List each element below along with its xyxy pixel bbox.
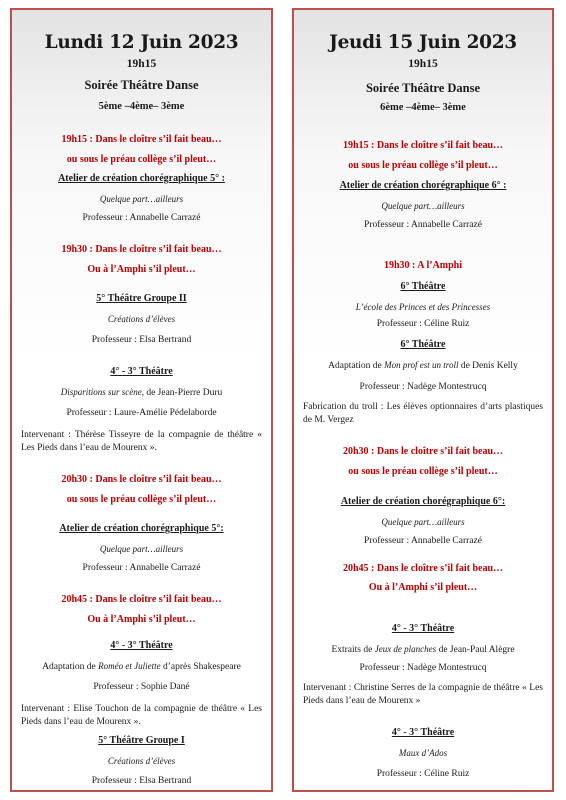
date-heading: Jeudi 15 Juin 2023 [329,32,517,53]
date-heading: Lundi 12 Juin 2023 [44,32,239,53]
location-note: Ou à l’Amphi s’il pleut… [368,582,478,593]
work-suffix: de Denis Kelly [458,361,518,371]
work-title: Roméo et Juliette [98,661,161,671]
start-time: 19h15 [126,58,157,70]
work-title: Disparitions sur scène, [60,387,144,397]
location-note: ou sous le préau collège s’il pleut… [66,154,217,165]
location-note: 20h45 : Dans le cloître s’il fait beau… [61,594,222,605]
act-title: Atelier de création chorégraphique 5° : [58,173,225,184]
location-note: 19h30 : Dans le cloître s’il fait beau… [61,244,222,255]
teacher: Professeur : Sophie Dané [93,682,190,692]
work-line [17,387,266,399]
location-note: ou sous le préau collège s’il pleut… [348,160,498,171]
guest-artist: Intervenant : Thérèse Tisseyre de la compagnie de théâtre « Les Pieds dans l’eau de Mourenx ». [21,430,262,453]
work-suffix: d’après Shakespeare [160,662,241,672]
teacher: Professeur : Annabelle Carrazé [364,220,482,230]
location-note: 19h30 : A l’Amphi [383,260,463,271]
location-note: 20h45 : Dans le cloître s’il fait beau… [342,563,504,574]
start-time: 19h15 [408,58,438,70]
act-title: 4° - 3° Théâtre [391,727,455,738]
class-levels: 6ème –4ème– 3ème [380,102,466,113]
location-note: 19h15 : Dans le cloître s’il fait beau… [61,134,222,145]
teacher: Professeur : Céline Ruiz [376,319,470,329]
evening-title: Soirée Théâtre Danse [365,81,481,95]
class-levels: 5ème –4ème– 3ème [98,101,185,112]
act-title: 5° Théâtre Groupe I [98,735,185,746]
act-title: 4° - 3° Théâtre [110,640,173,651]
program-column-monday [10,8,273,792]
work-line [299,360,547,372]
teacher: Professeur : Elsa Bertrand [91,776,192,786]
act-title: 4° - 3° Théâtre [110,366,173,377]
teacher: Professeur : Nadège Montestrucq [359,382,487,392]
location-note: Ou à l’Amphi s’il pleut… [87,264,196,275]
teacher: Professeur : Annabelle Carrazé [82,213,201,223]
location-note: Ou à l’Amphi s’il pleut… [87,614,196,625]
work-title: Quelque part…ailleurs [381,201,465,211]
act-title: 6° Théâtre [400,339,446,350]
work-title: Maux d’Ados [398,748,448,758]
teacher: Professeur : Annabelle Carrazé [364,536,482,546]
work-prefix: Adaptation de [328,361,385,371]
location-note: 19h15 : Dans le cloître s’il fait beau… [342,140,504,151]
work-title: Créations d’élèves [107,314,176,324]
guest-artist: Intervenant : Elise Touchon de la compagnie de théâtre « Les Pieds dans l’eau de Mourenx ». [21,704,262,727]
act-title: 6° Théâtre [400,281,446,292]
work-title: L’école des Princes et des Princesses [355,302,491,312]
act-title: Atelier de création chorégraphique 6°: [340,496,506,507]
location-note: 20h30 : Dans le cloître s’il fait beau… [61,474,222,485]
act-title: 4° - 3° Théâtre [391,623,455,634]
troll-credit: Fabrication du troll : Les élèves optionnaires d’arts plastiques de M. Vergez [303,402,543,425]
guest-artist: Intervenant : Christine Serres de la compagnie de théâtre « Les Pieds dans l’eau de Mourenx » [303,683,543,706]
teacher: Professeur : Céline Ruiz [376,769,470,779]
location-note: 20h30 : Dans le cloître s’il fait beau… [342,446,504,457]
act-title: 5° Théâtre Groupe II [96,293,187,304]
work-prefix: Adaptation de [42,662,99,672]
program-column-thursday [292,8,554,792]
evening-title: Soirée Théâtre Danse [84,78,199,92]
work-author: de Jean-Pierre Duru [143,388,223,398]
teacher: Professeur : Nadège Montestrucq [359,663,487,673]
teacher: Professeur : Elsa Bertrand [91,335,192,345]
work-title: Créations d’élèves [107,756,176,766]
work-title: Jeux de planches [374,644,437,654]
act-title: Atelier de création chorégraphique 6° : [339,180,507,191]
work-suffix: de Jean-Paul Alègre [436,645,515,655]
location-note: ou sous le préau collège s’il pleut… [66,494,217,505]
work-line [17,661,266,673]
teacher: Professeur : Laure-Amélie Pédelaborde [66,408,217,418]
work-line [299,644,547,656]
teacher: Professeur : Annabelle Carrazé [82,563,201,573]
work-title: Quelque part…ailleurs [99,194,184,204]
work-title: Mon prof est un troll [384,360,459,370]
work-prefix: Extraits de [331,645,375,655]
work-title: Quelque part…ailleurs [381,517,465,527]
location-note: ou sous le préau collège s’il pleut… [348,466,498,477]
work-title: Quelque part…ailleurs [99,544,184,554]
act-title: Atelier de création chorégraphique 5°: [59,523,224,534]
